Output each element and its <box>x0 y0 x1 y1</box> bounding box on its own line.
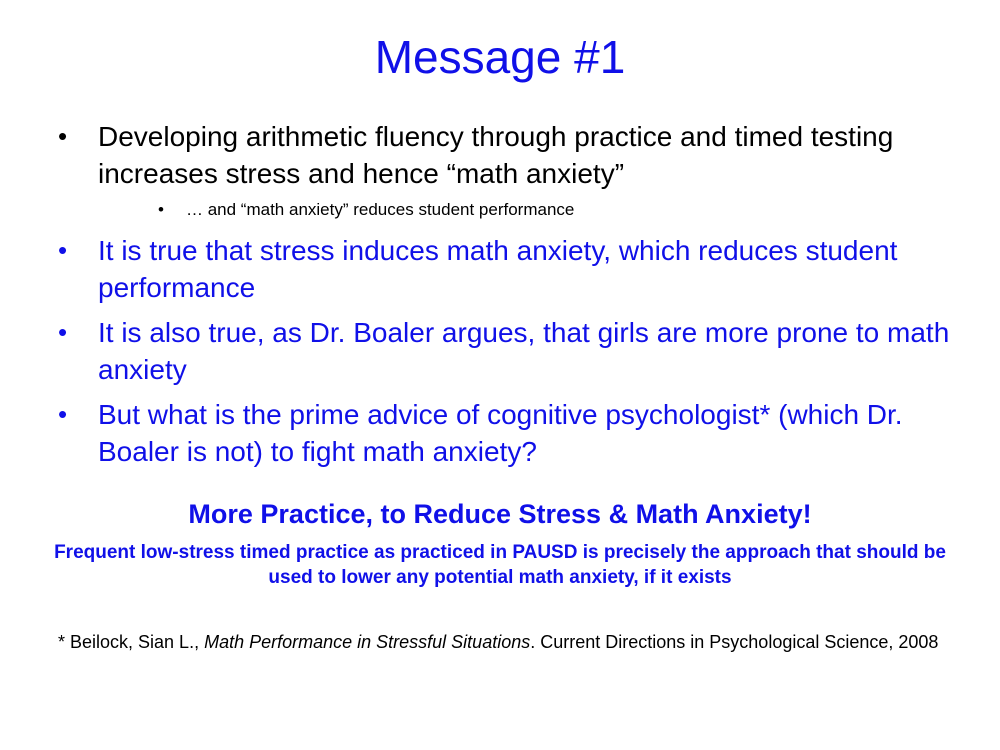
bullet-glyph: • <box>58 317 68 347</box>
bullet-text: But what is the prime advice of cognitive psychologist* (which Dr. Boaler is not) to fight math anxiety? <box>98 399 903 467</box>
bullet-glyph: • <box>158 200 164 219</box>
bullet-text: Developing arithmetic fluency through practice and timed testing increases stress and hence “math anxiety” <box>98 121 894 189</box>
bullet-item <box>58 314 958 388</box>
bullet-item <box>58 118 958 192</box>
slide-title: Message #1 <box>374 31 626 83</box>
footnote <box>58 630 978 655</box>
footnote-suffix: . Current Directions in Psychological Science, 2008 <box>530 632 939 652</box>
bullet-item <box>58 396 958 470</box>
sub-bullet-item <box>58 198 958 222</box>
emphasis-subtext: Frequent low-stress timed practice as practiced in PAUSD is precisely the approach that should be used to lower any potential math anxiety, if it exists <box>54 542 946 588</box>
footnote-italic-title: Math Performance in Stressful Situations <box>204 632 531 652</box>
bullet-item <box>58 232 958 306</box>
bullet-list <box>58 118 958 478</box>
bullet-glyph: • <box>58 399 68 429</box>
bullet-glyph: • <box>58 121 68 151</box>
bullet-text: It is also true, as Dr. Boaler argues, that girls are more prone to math anxiety <box>98 317 950 385</box>
footnote-prefix: * Beilock, Sian L., <box>58 632 205 652</box>
sub-bullet-text: … and “math anxiety” reduces student performance <box>186 200 575 219</box>
bullet-text: It is true that stress induces math anxiety, which reduces student performance <box>98 235 898 303</box>
emphasis-heading: More Practice, to Reduce Stress & Math Anxiety! <box>188 499 812 529</box>
bullet-glyph: • <box>58 235 68 265</box>
